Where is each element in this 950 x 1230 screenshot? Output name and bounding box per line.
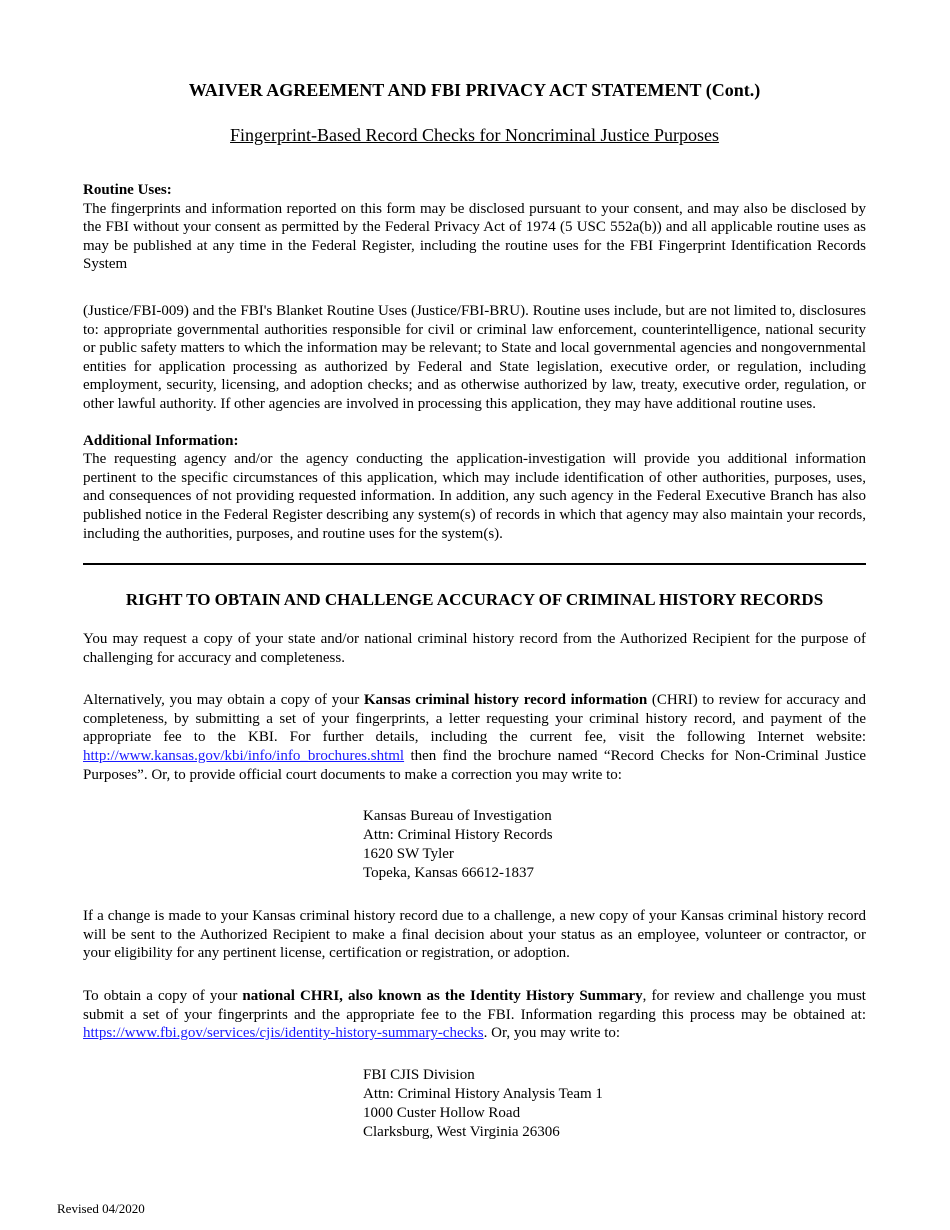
routine-uses-paragraph-2: (Justice/FBI-009) and the FBI's Blanket Routine Uses (Justice/FBI-BRU). Routine uses include, but are not limited to, disclosures to: appropriate governmental authorities responsible for civil or criminal law enforcement, counterintelligence, national security or public safety matters to which the information may be relevant; to State and local governmental agencies and nongovernmental entities for application processing as authorized by Federal and State legislation, executive order, or regulation, including employment, security, licensing, and adoption checks; and as otherwise authorized by law, treaty, executive order, regulation, or other lawful authority. If other agencies are involved in processing this application, they may have additional routine uses. xyxy=(83,302,866,412)
page-subtitle: Fingerprint-Based Record Checks for Noncriminal Justice Purposes xyxy=(230,125,719,145)
p4-text-a: To obtain a copy of your xyxy=(83,988,243,1005)
p4-text-b: , for review and challenge you must submit a set of your fingerprints and the appropriate fee to the FBI. Information regarding this process may be obtained at: xyxy=(83,988,866,1023)
additional-info-paragraph: The requesting agency and/or the agency conducting the application-investigation will provide you additional information pertinent to the specific circumstances of this application, which may include identification of other authorities, purposes, uses, and consequences of not providing requested information. In addition, any such agency in the Federal Executive Branch has also published notice in the Federal Register describing any system(s) of records in which that agency may also maintain your records, including the authorities, purposes, and routine uses for the system(s). xyxy=(83,451,866,542)
fbi-address-line-3: 1000 Custer Hollow Road xyxy=(363,1104,521,1121)
right-paragraph-1: You may request a copy of your state and/or national criminal history record from the Authorized Recipient for the purpose of challenging for accuracy and completeness. xyxy=(83,631,866,666)
right-paragraph-4 xyxy=(83,987,866,1043)
additional-info-section xyxy=(83,432,866,544)
fbi-identity-history-link[interactable]: https://www.fbi.gov/services/cjis/identity-history-summary-checks xyxy=(83,1025,484,1042)
fbi-address-line-1: FBI CJIS Division xyxy=(363,1066,475,1083)
right-section-heading: RIGHT TO OBTAIN AND CHALLENGE ACCURACY OF CRIMINAL HISTORY RECORDS xyxy=(125,590,824,610)
p4-text-c: . Or, you may write to: xyxy=(483,1025,621,1042)
p2-bold: Kansas criminal history record information xyxy=(363,692,648,709)
p2-text-a: Alternatively, you may obtain a copy of your xyxy=(83,692,364,709)
p2-text-c: then find the brochure named “Record Checks for Non-Criminal Justice Purposes”. Or, to provide official court documents to make a correction you may write to: xyxy=(83,748,866,783)
fbi-address-block xyxy=(363,1066,866,1142)
right-paragraph-2 xyxy=(83,691,866,784)
kbi-address-line-3: 1620 SW Tyler xyxy=(363,846,454,863)
revision-footer: Revised 04/2020 xyxy=(57,1201,145,1216)
kbi-brochures-link[interactable]: http://www.kansas.gov/kbi/info/info_brochures.shtml xyxy=(83,748,405,765)
kbi-address-line-4: Topeka, Kansas 66612-1837 xyxy=(363,865,534,882)
fbi-address-line-2: Attn: Criminal History Analysis Team 1 xyxy=(363,1085,603,1102)
routine-uses-heading: Routine Uses: xyxy=(83,182,172,198)
document-page xyxy=(83,78,866,1142)
right-paragraph-3: If a change is made to your Kansas criminal history record due to a challenge, a new copy of your Kansas criminal history record will be sent to the Authorized Recipient to make a final decision about your status as an employee, volunteer or contractor, or your eligibility for any pertinent license, certification or registration, or adoption. xyxy=(83,908,866,962)
p4-bold: national CHRI, also known as the Identity History Summary xyxy=(242,988,643,1005)
routine-uses-section xyxy=(83,181,866,414)
kbi-address-line-2: Attn: Criminal History Records xyxy=(363,827,553,844)
routine-uses-paragraph-1: The fingerprints and information reported on this form may be disclosed pursuant to your consent, and may also be disclosed by the FBI without your consent as permitted by the Federal Privacy Act of 1974 (5 USC 552a(b)) and all applicable routine uses as may be published at any time in the Federal Register, including the routine uses for the FBI Fingerprint Identification Records System xyxy=(83,200,866,273)
p2-text-b: (CHRI) to review for accuracy and completeness, by submitting a set of your fingerprints, a letter requesting your criminal history record, and payment of the appropriate fee to the KBI. For further details, including the current fee, visit the following Internet website: xyxy=(83,692,866,746)
section-divider xyxy=(83,563,866,565)
fbi-address-line-4: Clarksburg, West Virginia 26306 xyxy=(363,1123,560,1140)
page-title: WAIVER AGREEMENT AND FBI PRIVACY ACT STATEMENT (Cont.) xyxy=(188,80,761,100)
kbi-address-block xyxy=(363,807,866,883)
additional-info-heading: Additional Information: xyxy=(83,432,239,449)
kbi-address-line-1: Kansas Bureau of Investigation xyxy=(363,808,552,825)
